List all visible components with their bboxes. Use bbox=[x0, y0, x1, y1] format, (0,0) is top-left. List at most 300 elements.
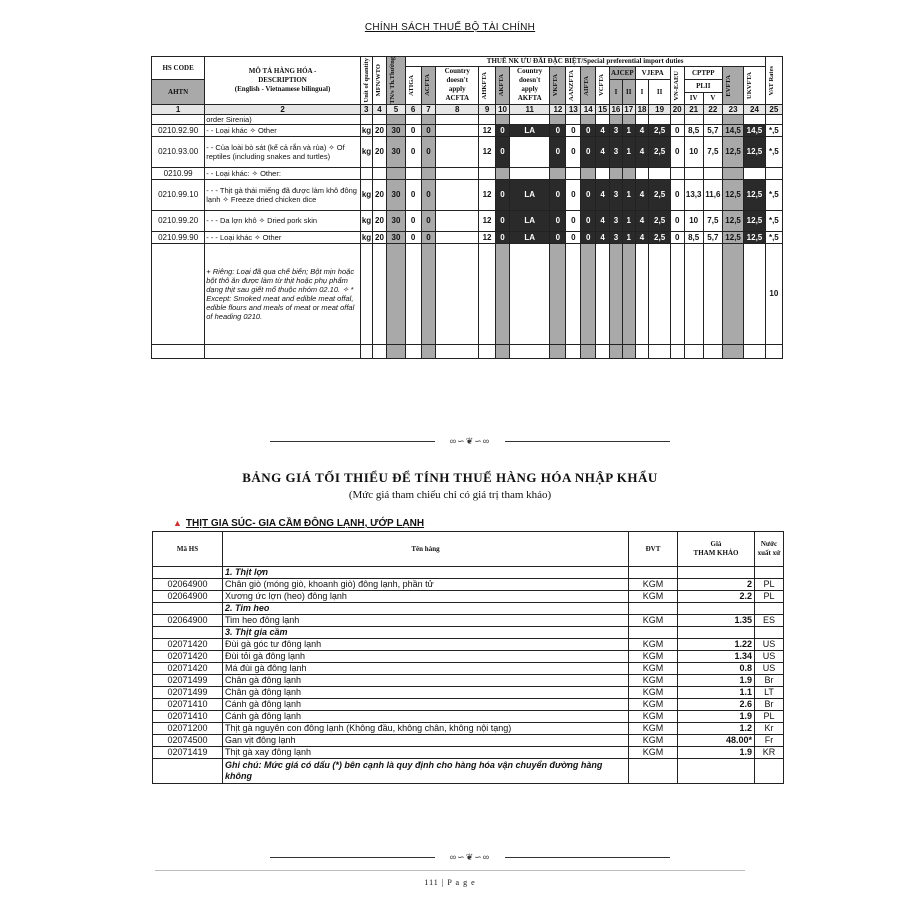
tariff-row bbox=[152, 179, 783, 210]
column-number: 12 bbox=[550, 104, 566, 114]
tariff-rate-cell: *,5 bbox=[765, 231, 782, 243]
tariff-rate-cell: 20 bbox=[372, 124, 387, 136]
tariff-rate-cell: 12 bbox=[479, 136, 496, 167]
tariff-empty-cell bbox=[360, 243, 372, 344]
tariff-rate-cell: 10 bbox=[684, 210, 703, 231]
tariff-rate-cell: 0 bbox=[581, 179, 596, 210]
ahtn-header: AHTN bbox=[152, 80, 205, 104]
price-value: 1.1 bbox=[678, 687, 755, 699]
tariff-rate-cell: 0 bbox=[405, 124, 421, 136]
tariff-empty-cell bbox=[703, 344, 722, 358]
price-row bbox=[153, 615, 784, 627]
price-empty-cell bbox=[678, 759, 755, 784]
tariff-rate-cell bbox=[722, 167, 743, 179]
tariff-empty-cell bbox=[596, 344, 610, 358]
column-number: 11 bbox=[509, 104, 549, 114]
tariff-rate-cell: 0 bbox=[581, 210, 596, 231]
mfn-header: MFN/WTO bbox=[372, 57, 387, 105]
column-number-row bbox=[152, 104, 783, 114]
tariff-rate-cell: 0 bbox=[581, 231, 596, 243]
tariff-rate-cell: *,5 bbox=[765, 124, 782, 136]
tariff-empty-cell bbox=[703, 243, 722, 344]
tariff-empty-cell bbox=[479, 344, 496, 358]
price-hs-code: 02071420 bbox=[153, 663, 223, 675]
tariff-rate-cell: 3 bbox=[610, 136, 623, 167]
price-row bbox=[153, 687, 784, 699]
tariff-empty-cell bbox=[436, 243, 479, 344]
price-value: 48.00* bbox=[678, 735, 755, 747]
price-hs-code: 02071420 bbox=[153, 639, 223, 651]
price-value: 2.2 bbox=[678, 591, 755, 603]
price-unit: KGM bbox=[629, 639, 678, 651]
tariff-rate-cell: 0 bbox=[550, 179, 566, 210]
tariff-rate-cell: 4 bbox=[635, 210, 649, 231]
special-duties-header: THUẾ NK ƯU ĐÃI ĐẶC BIỆT/Special preferential import duties bbox=[405, 57, 765, 67]
column-number: 4 bbox=[372, 104, 387, 114]
tariff-rate-cell: 0 bbox=[566, 124, 581, 136]
tariff-rate-cell bbox=[596, 167, 610, 179]
tariff-rate-cell bbox=[622, 167, 635, 179]
column-number: 5 bbox=[387, 104, 405, 114]
tariff-rate-cell: 1 bbox=[622, 124, 635, 136]
price-row bbox=[153, 651, 784, 663]
price-item-name: Đùi tỏi gà đông lạnh bbox=[223, 651, 629, 663]
column-number: 13 bbox=[566, 104, 581, 114]
tariff-rate-cell: 12,5 bbox=[722, 231, 743, 243]
tariff-rate-cell bbox=[372, 167, 387, 179]
country-acfta-header: Country doesn't apply ACFTA bbox=[436, 67, 479, 105]
tariff-rate-cell: 8,5 bbox=[684, 124, 703, 136]
tariff-rate-cell: LA bbox=[509, 179, 549, 210]
price-origin: Kr bbox=[755, 723, 784, 735]
column-number: 8 bbox=[436, 104, 479, 114]
tariff-empty-cell bbox=[566, 243, 581, 344]
tariff-rate-cell: 0 bbox=[670, 231, 684, 243]
tariff-rate-cell: 0 bbox=[550, 210, 566, 231]
ma-hs-header: Mã HS bbox=[153, 532, 223, 567]
column-number: 7 bbox=[421, 104, 436, 114]
tariff-rate-cell: 20 bbox=[372, 210, 387, 231]
price-unit: KGM bbox=[629, 699, 678, 711]
tariff-rate-cell: 0 bbox=[421, 210, 436, 231]
tariff-rate-cell: 12 bbox=[479, 231, 496, 243]
tariff-rate-cell: 5,7 bbox=[703, 124, 722, 136]
price-item-name: Đùi gà góc tư đông lạnh bbox=[223, 639, 629, 651]
page-footer: 111 | P a g e bbox=[424, 878, 476, 887]
price-row bbox=[153, 747, 784, 759]
price-unit: KGM bbox=[629, 615, 678, 627]
description-header bbox=[205, 57, 361, 105]
nuoc-header: Nước xuất xứ bbox=[755, 532, 784, 567]
price-row bbox=[153, 675, 784, 687]
tariff-row-top bbox=[152, 114, 783, 124]
tariff-rate-cell: 0 bbox=[566, 231, 581, 243]
tariff-rate-cell: 14,5 bbox=[722, 124, 743, 136]
tariff-rate-cell: 0 bbox=[421, 231, 436, 243]
tariff-rate-cell: 4 bbox=[596, 231, 610, 243]
tariff-rate-cell: 1 bbox=[622, 179, 635, 210]
tariff-rate-cell: 0 bbox=[496, 231, 510, 243]
tariff-rate-cell: 0 bbox=[566, 136, 581, 167]
tariff-rate-cell: 12,5 bbox=[722, 210, 743, 231]
price-item-name: Chân gà đông lạnh bbox=[223, 687, 629, 699]
tariff-description: - - Của loài bò sát (kể cả rắn và rùa) ✧ Of reptiles (including snakes and turtles) bbox=[205, 136, 361, 167]
acfta-header: ACFTA bbox=[421, 67, 436, 105]
ornament-icon-bottom: ∞∽❦∽∞ bbox=[449, 852, 491, 862]
price-unit: KGM bbox=[629, 675, 678, 687]
section-heading bbox=[173, 518, 424, 529]
tariff-note-vat: 10 bbox=[765, 243, 782, 344]
tariff-rate-cell: 1 bbox=[622, 136, 635, 167]
tariff-empty-cell bbox=[622, 243, 635, 344]
tariff-rate-cell: 0 bbox=[550, 124, 566, 136]
price-group-label: 3. Thịt gia cầm bbox=[223, 627, 629, 639]
vcfta-header: VCFTA bbox=[596, 67, 610, 105]
tariff-empty-cell bbox=[509, 243, 549, 344]
price-hs-code: 02071200 bbox=[153, 723, 223, 735]
tariff-empty-cell bbox=[684, 243, 703, 344]
ajcep-ii-header: II bbox=[622, 80, 635, 104]
column-number: 25 bbox=[765, 104, 782, 114]
thuong-header: TN/s Th.Thường bbox=[387, 57, 405, 105]
tariff-unit: kg bbox=[361, 232, 372, 242]
tariff-rate-cell: 12,5 bbox=[744, 179, 765, 210]
section-heading-label: THỊT GIA SÚC- GIA CẦM ĐÔNG LẠNH, ƯỚP LẠNH bbox=[185, 518, 425, 529]
price-item-name: Thịt gà nguyên con đông lạnh (Không đầu, không chân, không nội tạng) bbox=[223, 723, 629, 735]
price-empty-cell bbox=[153, 759, 223, 784]
tariff-row bbox=[152, 167, 783, 179]
tariff-empty-cell bbox=[566, 344, 581, 358]
tariff-rate-cell bbox=[436, 210, 479, 231]
tariff-rate-cell: 14,5 bbox=[744, 124, 765, 136]
tariff-rate-cell: 2,5 bbox=[649, 124, 670, 136]
column-number: 6 bbox=[405, 104, 421, 114]
column-number: 19 bbox=[649, 104, 670, 114]
tariff-description: - - Loại khác: ✧ Other: bbox=[205, 167, 361, 179]
tariff-empty-cell bbox=[372, 344, 387, 358]
tariff-rate-cell bbox=[436, 179, 479, 210]
price-hs-code: 02071419 bbox=[153, 747, 223, 759]
tariff-rate-cell: 7,5 bbox=[703, 210, 722, 231]
price-empty-cell bbox=[153, 567, 223, 579]
tariff-rate-cell: 0 bbox=[670, 136, 684, 167]
plii-header: PLII bbox=[684, 80, 722, 93]
tariff-rate-cell: 5,7 bbox=[703, 231, 722, 243]
price-origin: US bbox=[755, 663, 784, 675]
price-value: 1.9 bbox=[678, 711, 755, 723]
tariff-empty-cell bbox=[765, 344, 782, 358]
tariff-hs-code: 0210.99 bbox=[152, 167, 205, 179]
column-number: 15 bbox=[596, 104, 610, 114]
cptpp-iv-header: IV bbox=[684, 93, 703, 105]
price-unit: KGM bbox=[629, 747, 678, 759]
column-number: 3 bbox=[360, 104, 372, 114]
tariff-rate-cell: 2,5 bbox=[649, 179, 670, 210]
tariff-rate-cell: 0 bbox=[405, 179, 421, 210]
tariff-rate-cell: 3 bbox=[610, 231, 623, 243]
tariff-empty-cell bbox=[744, 243, 765, 344]
tariff-rate-cell: 0 bbox=[670, 210, 684, 231]
vat-header: VAT Rates bbox=[765, 57, 782, 105]
atiga-header: ATIGA bbox=[405, 67, 421, 105]
price-origin: KR bbox=[755, 747, 784, 759]
tariff-empty-cell bbox=[550, 243, 566, 344]
tariff-empty-cell bbox=[360, 344, 372, 358]
tariff-rate-cell bbox=[610, 167, 623, 179]
tariff-rate-cell: 4 bbox=[596, 179, 610, 210]
price-note-row bbox=[153, 759, 784, 784]
ajcep-header: AJCEP bbox=[610, 67, 636, 80]
tariff-note-row bbox=[152, 243, 783, 344]
price-row bbox=[153, 699, 784, 711]
tariff-rate-cell: 20 bbox=[372, 179, 387, 210]
cptpp-header: CPTPP bbox=[684, 67, 722, 80]
tariff-rate-cell: 12 bbox=[479, 179, 496, 210]
tariff-rate-cell: 12 bbox=[479, 124, 496, 136]
tariff-empty-cell bbox=[509, 344, 549, 358]
section-divider-top bbox=[270, 436, 670, 448]
price-group-row bbox=[153, 603, 784, 615]
tariff-note: + Riêng: Loại đã qua chế biến; Bột mịn hoặc bột thô ăn được làm từ thịt hoặc phụ phẩm dạng thịt sau giết mổ thuộc nhóm 02.10. ✧ * Except: Smoked meat and edible meat offal, edible flours and meals of meat or meat offal of heading 0210. bbox=[205, 243, 361, 344]
tariff-rate-cell: 4 bbox=[596, 124, 610, 136]
vjepa-i-header: I bbox=[635, 80, 649, 104]
tariff-empty-cell bbox=[581, 243, 596, 344]
tariff-rate-cell: 4 bbox=[635, 136, 649, 167]
price-empty-cell bbox=[755, 603, 784, 615]
column-number: 17 bbox=[624, 104, 634, 114]
price-origin: PL bbox=[755, 591, 784, 603]
tariff-rate-cell: 4 bbox=[635, 179, 649, 210]
tariff-rate-cell: 12 bbox=[479, 210, 496, 231]
tariff-rate-cell bbox=[581, 167, 596, 179]
price-group-row bbox=[153, 627, 784, 639]
tariff-rate-cell bbox=[703, 167, 722, 179]
tariff-empty-cell bbox=[684, 344, 703, 358]
price-empty-cell bbox=[678, 603, 755, 615]
price-empty-cell bbox=[153, 603, 223, 615]
tariff-rate-cell: 3 bbox=[610, 210, 623, 231]
tariff-unit bbox=[360, 167, 372, 179]
tariff-hs-code: 0210.99.90 bbox=[152, 231, 205, 243]
tariff-rate-cell: 1 bbox=[622, 210, 635, 231]
price-value: 2 bbox=[678, 579, 755, 591]
price-hs-code: 02071410 bbox=[153, 699, 223, 711]
price-origin: PL bbox=[755, 579, 784, 591]
tariff-hs-code: 0210.93.00 bbox=[152, 136, 205, 167]
price-value: 1.9 bbox=[678, 675, 755, 687]
price-item-name: Cánh gà đông lạnh bbox=[223, 699, 629, 711]
flame-bullet-icon: ▲ bbox=[173, 518, 182, 528]
price-value: 1.9 bbox=[678, 747, 755, 759]
price-hs-code: 02071410 bbox=[153, 711, 223, 723]
tariff-empty-cell bbox=[744, 344, 765, 358]
price-origin: ES bbox=[755, 615, 784, 627]
tariff-rate-cell: *,5 bbox=[765, 136, 782, 167]
tariff-empty-cell bbox=[622, 344, 635, 358]
tariff-empty-cell bbox=[205, 344, 361, 358]
tariff-row-desc: order Sirenia) bbox=[205, 114, 361, 124]
tariff-rate-cell bbox=[649, 167, 670, 179]
column-number: 23 bbox=[722, 104, 743, 114]
tariff-rate-cell: 30 bbox=[387, 179, 405, 210]
tariff-rate-cell: 0 bbox=[566, 210, 581, 231]
tariff-rate-cell: *,5 bbox=[765, 179, 782, 210]
country-akfta-header: Country doesn't apply AKFTA bbox=[509, 67, 549, 105]
tariff-rate-cell bbox=[566, 167, 581, 179]
price-row bbox=[153, 723, 784, 735]
price-value: 1.2 bbox=[678, 723, 755, 735]
column-number: 18 bbox=[635, 104, 649, 114]
tariff-empty-cell bbox=[436, 344, 479, 358]
tariff-rate-cell: 0 bbox=[550, 136, 566, 167]
price-table-subtitle: (Mức giá tham chiếu chỉ có giá trị tham khảo) bbox=[348, 489, 552, 501]
tariff-rate-cell: 0 bbox=[496, 210, 510, 231]
tariff-row bbox=[152, 231, 783, 243]
aanzfta-header: AANZFTA bbox=[566, 67, 581, 105]
ornament-icon: ∞∽❦∽∞ bbox=[449, 436, 491, 446]
price-value: 0.8 bbox=[678, 663, 755, 675]
tariff-rate-cell: 20 bbox=[372, 136, 387, 167]
tariff-rate-cell: 4 bbox=[596, 210, 610, 231]
tariff-rate-cell: 4 bbox=[596, 136, 610, 167]
tariff-table bbox=[151, 56, 783, 359]
tariff-rate-cell bbox=[670, 167, 684, 179]
price-item-name: Thịt gà xay đông lạnh bbox=[223, 747, 629, 759]
ten-hang-header: Tên hàng bbox=[223, 532, 629, 567]
tariff-rate-cell: 0 bbox=[421, 124, 436, 136]
tariff-rate-cell: 30 bbox=[387, 210, 405, 231]
tariff-empty-cell bbox=[405, 344, 421, 358]
tariff-rate-cell: 12,5 bbox=[744, 210, 765, 231]
price-hs-code: 02064900 bbox=[153, 579, 223, 591]
price-item-name: Gan vịt đông lạnh bbox=[223, 735, 629, 747]
tariff-empty-cell bbox=[152, 344, 205, 358]
tariff-rate-cell: LA bbox=[509, 124, 549, 136]
tariff-empty-cell bbox=[421, 243, 436, 344]
tariff-rate-cell: 0 bbox=[405, 136, 421, 167]
column-number: 16 bbox=[611, 104, 621, 114]
tariff-rate-cell: 8,5 bbox=[684, 231, 703, 243]
tariff-rate-cell bbox=[744, 167, 765, 179]
tariff-description: - - - Thịt gà thái miếng đã được làm khô đông lạnh ✧ Freeze dried chicken dice bbox=[205, 179, 361, 210]
column-number: 10 bbox=[496, 104, 510, 114]
header-title: CHÍNH SÁCH THUẾ BỘ TÀI CHÍNH bbox=[364, 22, 536, 33]
section-divider-bottom bbox=[270, 852, 670, 864]
price-hs-code: 02064900 bbox=[153, 615, 223, 627]
tariff-empty-cell bbox=[152, 243, 205, 344]
tariff-rate-cell: 10 bbox=[684, 136, 703, 167]
price-empty-cell bbox=[755, 627, 784, 639]
tariff-rate-cell: 1 bbox=[622, 231, 635, 243]
cptpp-v-header: V bbox=[703, 93, 722, 105]
tariff-rate-cell: 12,5 bbox=[722, 179, 743, 210]
tariff-empty-cell bbox=[387, 243, 405, 344]
price-origin: Fr bbox=[755, 735, 784, 747]
price-item-name: Tim heo đông lạnh bbox=[223, 615, 629, 627]
tariff-rate-cell: *,5 bbox=[765, 210, 782, 231]
tariff-rate-cell bbox=[550, 167, 566, 179]
tariff-rate-cell: 4 bbox=[635, 124, 649, 136]
tariff-rate-cell: 0 bbox=[581, 136, 596, 167]
price-hs-code: 02071499 bbox=[153, 675, 223, 687]
price-empty-cell bbox=[629, 759, 678, 784]
column-number: 14 bbox=[581, 104, 596, 114]
tariff-rate-cell bbox=[436, 231, 479, 243]
tariff-rate-cell: 2,5 bbox=[649, 136, 670, 167]
tariff-rate-cell bbox=[509, 136, 549, 167]
tariff-empty-cell bbox=[372, 243, 387, 344]
tariff-empty-cell bbox=[496, 243, 510, 344]
tariff-rate-cell: 0 bbox=[581, 124, 596, 136]
vjepa-header: VJEPA bbox=[635, 67, 670, 80]
tariff-rate-cell bbox=[421, 167, 436, 179]
price-unit: KGM bbox=[629, 579, 678, 591]
price-origin: US bbox=[755, 639, 784, 651]
tariff-empty-cell bbox=[596, 243, 610, 344]
price-table bbox=[152, 531, 784, 784]
tariff-rate-cell: 0 bbox=[496, 124, 510, 136]
price-row bbox=[153, 711, 784, 723]
tariff-rate-cell bbox=[635, 167, 649, 179]
vneaeu-header: VN-EAEU bbox=[670, 67, 684, 105]
tariff-rate-cell: 4 bbox=[635, 231, 649, 243]
tariff-empty-cell bbox=[649, 344, 670, 358]
desc-en-label: DESCRIPTION bbox=[258, 75, 307, 84]
tariff-rate-cell bbox=[479, 167, 496, 179]
price-unit: KGM bbox=[629, 591, 678, 603]
price-origin: PL bbox=[755, 711, 784, 723]
tariff-empty-cell bbox=[479, 243, 496, 344]
tariff-row bbox=[152, 136, 783, 167]
column-number: 1 bbox=[152, 104, 205, 114]
ukvfta-header: UKVFTA bbox=[744, 67, 765, 105]
column-number: 22 bbox=[703, 104, 722, 114]
tariff-description: - - Loại khác ✧ Other bbox=[205, 124, 361, 136]
tariff-unit: kg bbox=[361, 125, 372, 135]
price-empty-cell bbox=[629, 627, 678, 639]
price-group-label: 2. Tim heo bbox=[223, 603, 629, 615]
price-item-name: Cánh gà đông lạnh bbox=[223, 711, 629, 723]
tariff-empty-cell bbox=[496, 344, 510, 358]
hs-code-header: HS CODE bbox=[152, 57, 205, 80]
price-origin: Br bbox=[755, 675, 784, 687]
tariff-rate-cell: 3 bbox=[610, 124, 623, 136]
tariff-rate-cell: 0 bbox=[670, 124, 684, 136]
price-hs-code: 02074500 bbox=[153, 735, 223, 747]
column-number: 24 bbox=[744, 104, 765, 114]
tariff-rate-cell bbox=[436, 136, 479, 167]
tariff-row bbox=[152, 124, 783, 136]
price-empty-cell bbox=[629, 603, 678, 615]
price-item-name: Chân giò (móng giò, khoanh giò) đông lạnh, phần tử bbox=[223, 579, 629, 591]
price-value: 1.35 bbox=[678, 615, 755, 627]
tariff-empty-cell bbox=[610, 344, 623, 358]
tariff-rate-cell: 30 bbox=[387, 124, 405, 136]
desc-vi-label: MÔ TẢ HÀNG HÓA - bbox=[248, 66, 317, 75]
tariff-rate-cell bbox=[387, 167, 405, 179]
dvt-header: ĐVT bbox=[629, 532, 678, 567]
tariff-rate-cell bbox=[436, 167, 479, 179]
tariff-rate-cell bbox=[405, 167, 421, 179]
unit-header: Unit of quantity bbox=[360, 57, 372, 105]
tariff-hs-code: 0210.99.10 bbox=[152, 179, 205, 210]
price-unit: KGM bbox=[629, 687, 678, 699]
aifta-header: AIFTA bbox=[581, 67, 596, 105]
evfta-header: EVFTA bbox=[722, 67, 743, 105]
tariff-rate-cell bbox=[496, 167, 510, 179]
page-header bbox=[0, 22, 900, 33]
tariff-empty-cell bbox=[421, 344, 436, 358]
